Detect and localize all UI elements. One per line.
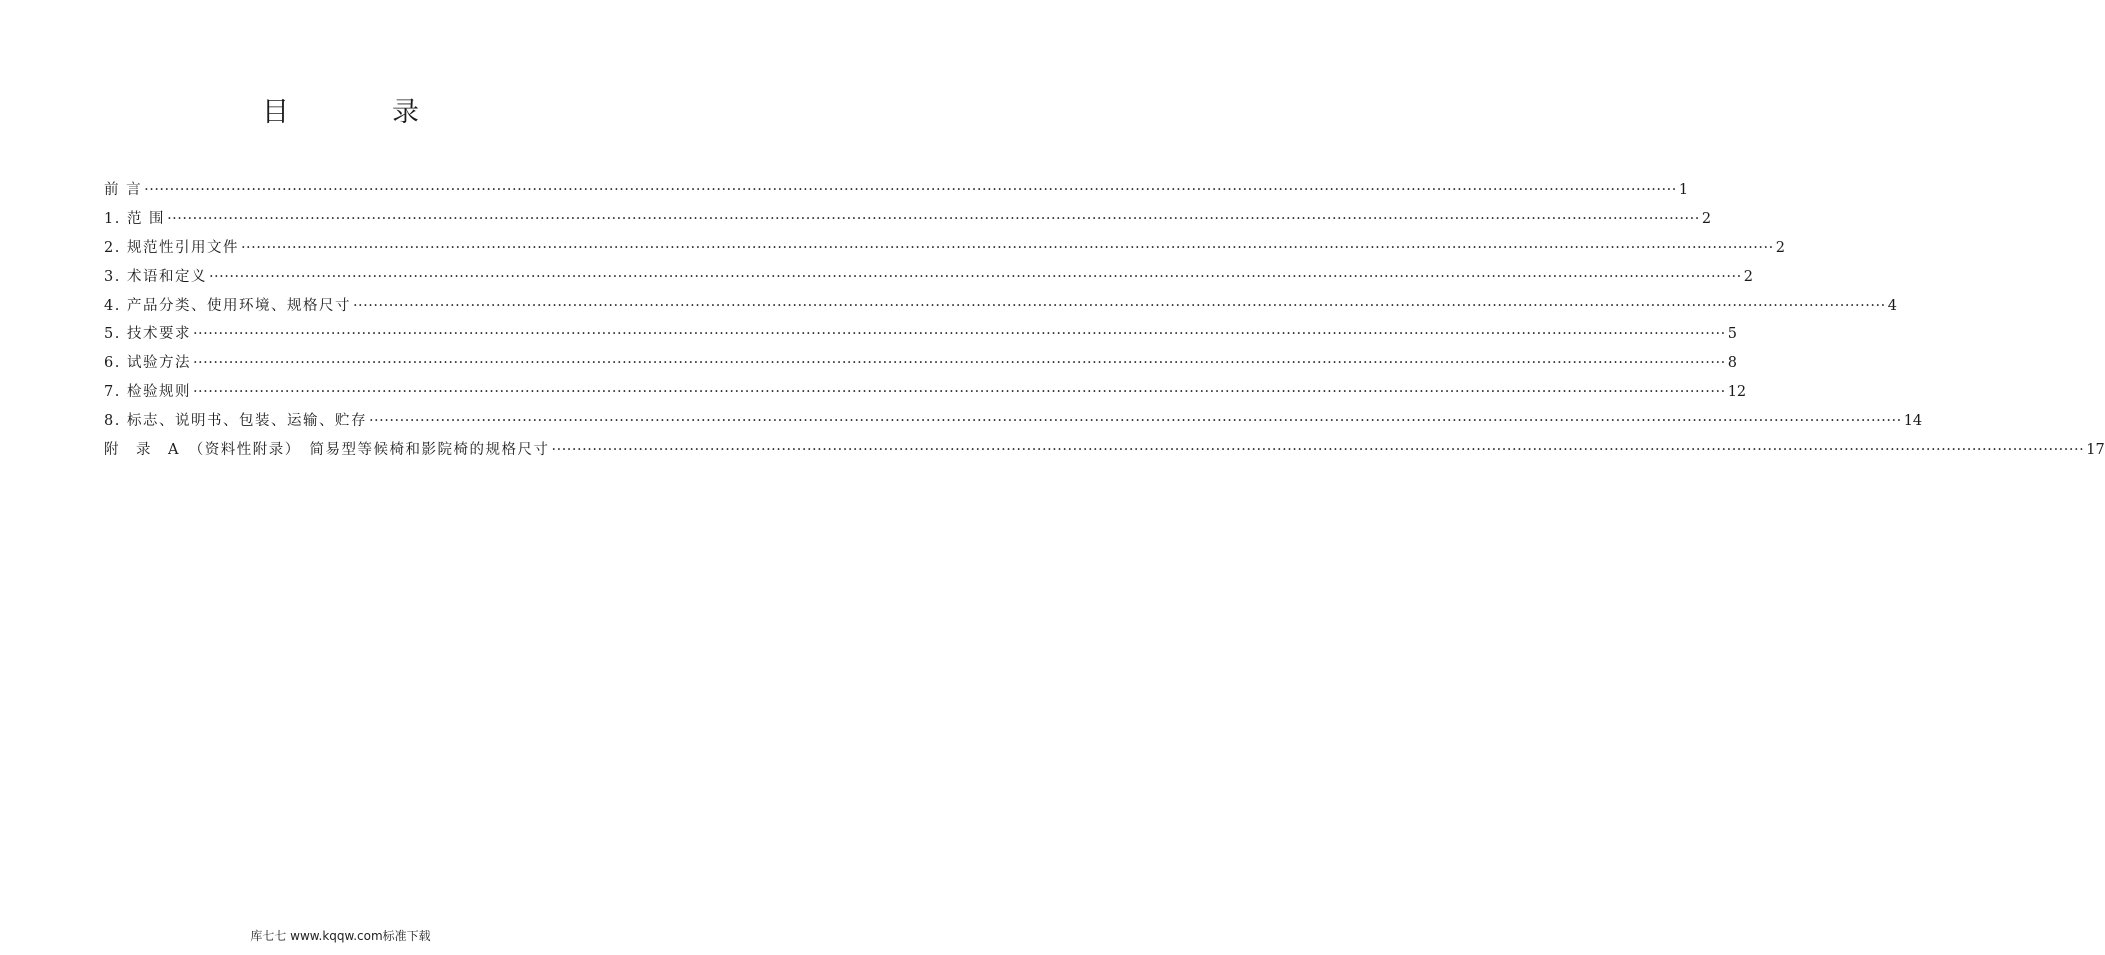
footer-text: 库七七 www.kqqw.com标准下载	[250, 929, 431, 943]
toc-entry-label: 6. 试验方法	[104, 355, 191, 372]
table-of-contents	[104, 178, 2105, 467]
toc-entry	[104, 438, 2105, 467]
toc-entry-label: 3. 术语和定义	[104, 268, 207, 285]
toc-entry-label: 4. 产品分类、使用环境、规格尺寸	[104, 297, 351, 314]
toc-entry	[104, 294, 1897, 323]
toc-entry-label: 7. 检验规则	[104, 384, 191, 401]
toc-entry	[104, 351, 1737, 380]
toc-entry-page: 14	[1903, 413, 1923, 430]
toc-leader-dots: ············································································································································································································································································································	[192, 384, 1726, 401]
toc-leader-dots: ············································································································································································································································································································	[167, 210, 1700, 227]
toc-entry	[104, 322, 1737, 351]
toc-entry	[104, 409, 1923, 438]
toc-leader-dots: ············································································································································································································································································································	[551, 442, 2085, 459]
toc-entry	[104, 207, 1712, 236]
toc-entry-page: 5	[1727, 326, 1737, 343]
page-title: 目 录	[262, 97, 457, 128]
toc-entry-page: 2	[1743, 268, 1753, 285]
toc-entry-page: 17	[2086, 442, 2105, 459]
toc-entry	[104, 380, 1747, 409]
toc-entry	[104, 178, 1689, 207]
toc-entry-page: 12	[1727, 384, 1747, 401]
toc-leader-dots: ············································································································································································································································································································	[208, 268, 1742, 285]
toc-entry	[104, 265, 1753, 294]
toc-entry-label: 2. 规范性引用文件	[104, 239, 239, 256]
toc-leader-dots: ············································································································································································································································································································	[192, 355, 1726, 372]
toc-entry-label: 附 录 A （资料性附录） 简易型等候椅和影院椅的规格尺寸	[104, 442, 550, 459]
toc-entry-page: 1	[1678, 182, 1689, 198]
toc-entry-label: 前 言	[104, 182, 143, 198]
toc-entry-page: 2	[1701, 210, 1712, 227]
toc-entry-page: 2	[1775, 239, 1785, 256]
toc-entry-label: 1. 范 围	[104, 210, 166, 227]
toc-entry-label: 5. 技术要求	[104, 326, 191, 343]
toc-entry-label: 8. 标志、说明书、包装、运输、贮存	[104, 413, 367, 430]
toc-leader-dots: ············································································································································································································································································································	[368, 413, 1902, 430]
toc-leader-dots: ············································································································································································································································································································	[352, 297, 1886, 314]
toc-entry-page: 4	[1887, 297, 1897, 314]
toc-leader-dots: ············································································································································································································································································································	[240, 239, 1774, 256]
toc-entry	[104, 236, 1785, 265]
toc-entry-page: 8	[1727, 355, 1737, 372]
toc-leader-dots: ············································································································································································································································································································	[144, 182, 1677, 198]
toc-leader-dots: ············································································································································································································································································································	[192, 326, 1726, 343]
